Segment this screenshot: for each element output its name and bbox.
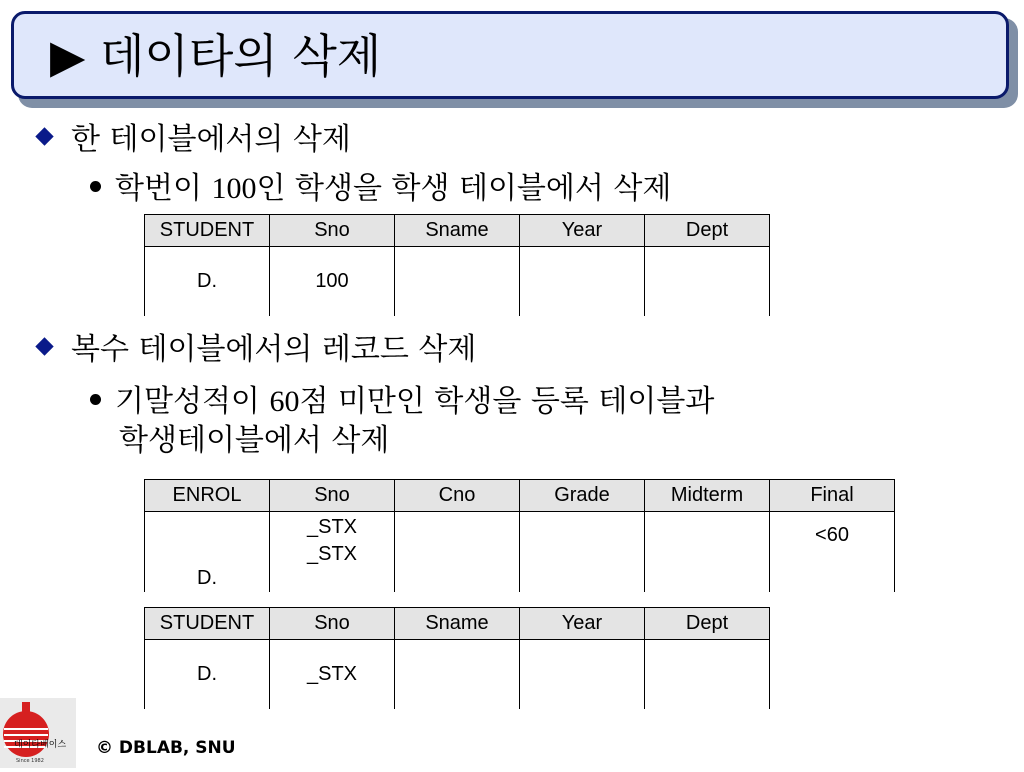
table-header-cell: Midterm: [645, 480, 770, 512]
table-cell[interactable]: 100: [270, 247, 395, 317]
table-header-cell: Sno: [270, 608, 395, 640]
section2-item-line2: 학생테이블에서 삭제: [119, 423, 390, 458]
table-header-cell: Final: [770, 480, 895, 512]
table-header-cell: Year: [520, 215, 645, 247]
table-header-cell: Sname: [395, 215, 520, 247]
table-cell[interactable]: <60: [770, 512, 895, 593]
table-cell[interactable]: _STX: [270, 640, 395, 710]
logo-since: Since 1982: [16, 758, 44, 764]
table-cell[interactable]: [520, 512, 645, 593]
table-cell[interactable]: D.: [145, 640, 270, 710]
section2-heading: 복수 테이블에서의 레코드 삭제: [38, 331, 476, 369]
table-cell[interactable]: D.: [145, 247, 270, 317]
table-header-cell: Dept: [645, 215, 770, 247]
table-cell[interactable]: [645, 640, 770, 710]
table-cell[interactable]: [395, 512, 520, 593]
table-cell[interactable]: [645, 247, 770, 317]
dot-bullet-icon: [90, 394, 101, 405]
section1-item: 학번이 100인 학생을 학생 테이블에서 삭제: [90, 171, 671, 207]
table-cell[interactable]: [395, 247, 520, 317]
table-row: [145, 512, 895, 593]
table-cell[interactable]: [270, 512, 395, 593]
table-cell[interactable]: D.: [145, 512, 270, 593]
table-header-cell: Sno: [270, 480, 395, 512]
table-cell[interactable]: [645, 512, 770, 593]
page-title: ▶ 데이타의 삭제: [50, 29, 382, 83]
section2-item: 기말성적이 60점 미만인 학생을 등록 테이블과: [90, 384, 714, 420]
table-header-row: [145, 608, 770, 640]
table-header-cell: Sname: [395, 608, 520, 640]
table-header-cell: Dept: [645, 608, 770, 640]
table-header-cell: Year: [520, 608, 645, 640]
enrol-table: [144, 479, 895, 592]
table-cell[interactable]: [520, 247, 645, 317]
table-cell[interactable]: [395, 640, 520, 710]
footer-copyright: © DBLAB, SNU: [96, 738, 236, 758]
table-header-row: [145, 215, 770, 247]
sno-var-2: _STX: [306, 543, 358, 565]
student-table-2: [144, 607, 770, 709]
title-box: [11, 11, 1009, 99]
table-header-cell: Cno: [395, 480, 520, 512]
table-row: [145, 640, 770, 710]
table-header-cell: ENROL: [145, 480, 270, 512]
table-row: [145, 247, 770, 317]
table-header-cell: STUDENT: [145, 215, 270, 247]
sno-var-1: _STX: [306, 516, 358, 538]
section1-heading: 한 테이블에서의 삭제: [38, 121, 351, 159]
table-header-cell: Grade: [520, 480, 645, 512]
table-cell[interactable]: [520, 640, 645, 710]
dot-bullet-icon: [90, 181, 101, 192]
dblab-logo: [0, 698, 76, 768]
diamond-bullet-icon: [35, 337, 53, 355]
table-header-row: [145, 480, 895, 512]
logo-text: 데이타베이스: [14, 740, 67, 750]
student-table-1: [144, 214, 770, 316]
table-header-cell: STUDENT: [145, 608, 270, 640]
diamond-bullet-icon: [35, 127, 53, 145]
table-header-cell: Sno: [270, 215, 395, 247]
